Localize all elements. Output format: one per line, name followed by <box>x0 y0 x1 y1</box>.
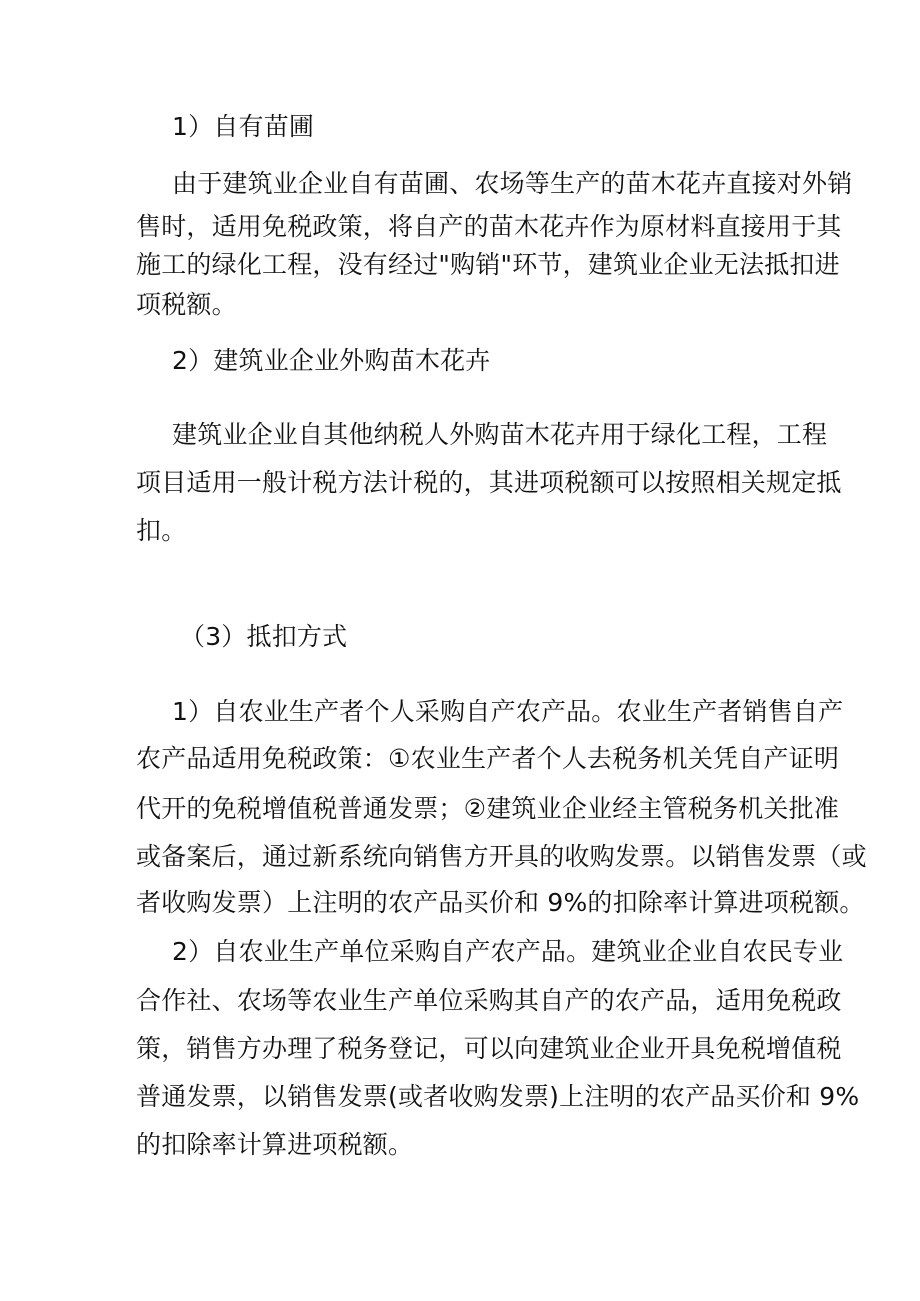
section-3-item-1-line: 或备案后，通过新系统向销售方开具的收购发票。以销售发票（或 <box>136 842 867 871</box>
section-3-item-2-line: 普通发票，以销售发票(或者收购发票)上注明的农产品买价和 9% <box>136 1082 860 1111</box>
section-3-item-2-line: 合作社、农场等农业生产单位采购其自产的农产品，适用免税政 <box>136 986 842 1015</box>
section-1-paragraph-line: 项税额。 <box>136 290 237 319</box>
section-3-item-1-line: 1）自农业生产者个人采购自产农产品。农业生产者销售自产 <box>172 697 844 726</box>
section-2-paragraph-line: 建筑业企业自其他纳税人外购苗木花卉用于绿化工程，工程 <box>172 420 828 449</box>
section-1-paragraph-line: 售时，适用免税政策，将自产的苗木花卉作为原材料直接用于其 <box>136 212 842 241</box>
section-3-item-1-line: 者收购发票）上注明的农产品买价和 9%的扣除率计算进项税额。 <box>136 888 865 917</box>
section-3-item-2-line: 2）自农业生产单位采购自产农产品。建筑业企业自农民专业 <box>172 937 844 966</box>
section-1-heading: 1）自有苗圃 <box>172 112 315 141</box>
section-1-paragraph-line: 由于建筑业企业自有苗圃、农场等生产的苗木花卉直接对外销 <box>172 169 853 198</box>
section-3-item-1-line: 农产品适用免税政策：①农业生产者个人去税务机关凭自产证明 <box>136 744 840 773</box>
section-2-heading: 2）建筑业企业外购苗木花卉 <box>172 346 491 375</box>
section-3-heading: （3）抵扣方式 <box>180 622 348 651</box>
section-2-paragraph-line: 扣。 <box>136 516 187 545</box>
section-3-item-2-line: 策，销售方办理了税务登记，可以向建筑业企业开具免税增值税 <box>136 1034 842 1063</box>
section-3-item-2-line: 的扣除率计算进项税额。 <box>136 1130 414 1159</box>
section-3-item-1-line: 代开的免税增值税普通发票；②建筑业企业经主管税务机关批准 <box>136 794 840 823</box>
section-2-paragraph-line: 项目适用一般计税方法计税的，其进项税额可以按照相关规定抵 <box>136 468 842 497</box>
section-1-paragraph-line: 施工的绿化工程，没有经过"购销"环节，建筑业企业无法抵扣进 <box>136 250 840 279</box>
